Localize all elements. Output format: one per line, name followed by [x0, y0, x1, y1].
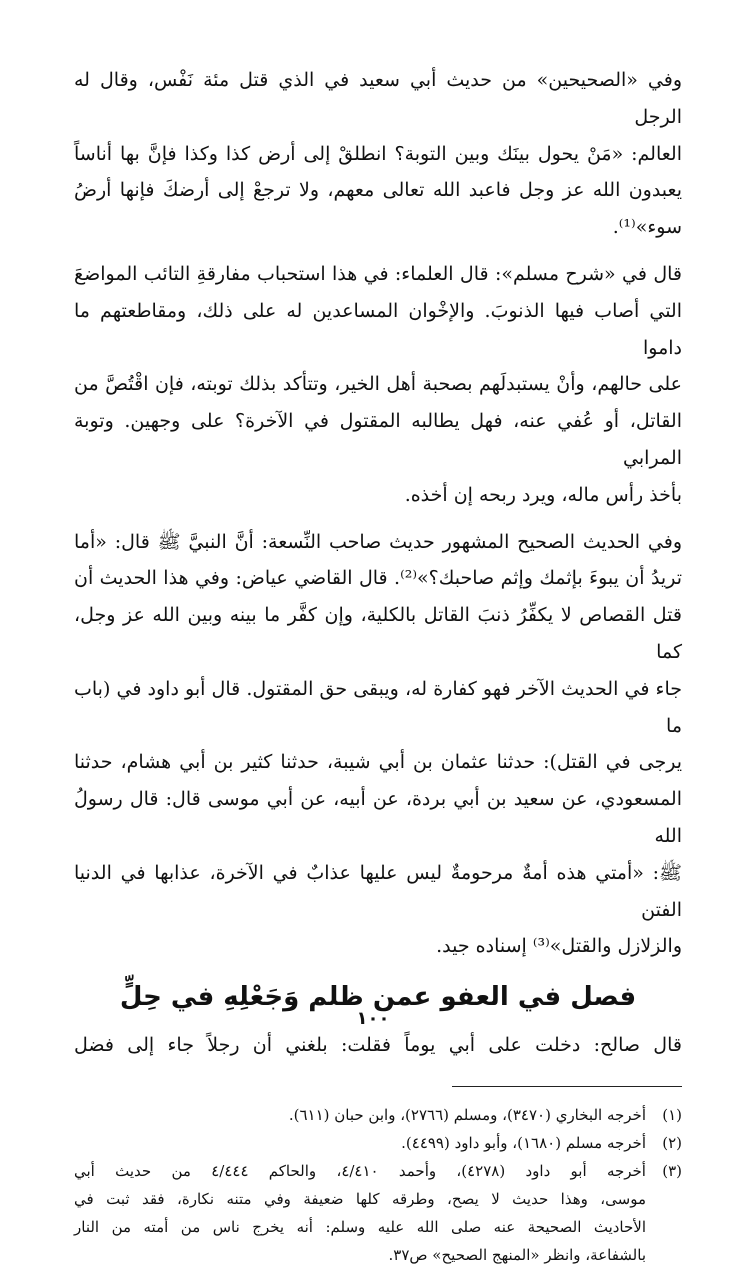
footnote [74, 1129, 682, 1157]
text-line: قال صالح: دخلت على أبي يوماً فقلت: بلغني أن رجلاً جاء إلى فضل [74, 1034, 682, 1057]
text-line: جاء في الحديث الآخر فهو كفارة له، ويبقى حق المقتول. قال أبو داود في (باب ما [74, 677, 682, 737]
footnote-number: (١) [662, 1105, 682, 1124]
footnote [74, 1101, 682, 1129]
paragraph-salih [74, 1027, 682, 1064]
footnote [74, 1157, 682, 1269]
text-line: على حالهم، وأنْ يستبدلَهم بصحبة أهل الخير، وتتأكد بذلك توبته، فإن اقْتُصَّ من [74, 373, 682, 396]
footnote-text [74, 1157, 646, 1269]
text-line: أخرجه البخاري (٣٤٧٠)، ومسلم (٢٧٦٦)، وابن حبان (٦١١). [288, 1105, 646, 1124]
footnote-text [74, 1129, 646, 1157]
text-line: يرجى في القتل): حدثنا عثمان بن أبي شيبة، حدثنا كثير بن أبي هشام، حدثنا [74, 751, 682, 774]
footnote-divider [452, 1086, 682, 1087]
paragraph-sahihain [74, 62, 682, 246]
text-line: بالشفاعة، وانظر «المنهج الصحيح» ص٣٧. [388, 1245, 646, 1264]
page-number: ١٠٠ [356, 1008, 390, 1029]
paragraph-sharh-muslim [74, 256, 682, 514]
text-line: بأخذ رأس ماله، ويرد ربحه إن أخذه. [404, 483, 682, 506]
text-line: وفي «الصحيحين» من حديث أبي سعيد في الذي قتل مئة نَفْس، وقال له الرجل [74, 69, 682, 128]
text-line: تريدُ أن يبوءَ بإثمك وإثم صاحبك؟»⁽²⁾. قال القاضي عياض: وفي هذا الحديث أن [74, 567, 682, 590]
text-line: أخرجه مسلم (١٦٨٠)، وأبو داود (٤٤٩٩). [401, 1133, 646, 1152]
text-line: ﷺ: «أمتي هذه أمةٌ مرحومةٌ ليس عليها عذابٌ في الآخرة، عذابها في الدنيا الفتن [74, 861, 682, 921]
text-line: سوء»⁽¹⁾. [612, 216, 682, 239]
paragraph-nisah-hadith [74, 524, 682, 966]
text-line: المسعودي، عن سعيد بن أبي بردة، عن أبيه، عن أبي موسى قال: قال رسولُ الله [74, 788, 682, 847]
footnote-number: (٣) [662, 1161, 682, 1180]
text-line: قتل القصاص لا يكفِّرُ ذنبَ القاتل بالكلية، وإن كفَّر ما بينه وبين الله عز وجل، كما [74, 604, 682, 663]
text-line: والزلازل والقتل»⁽³⁾ إسناده جيد. [436, 935, 682, 958]
footnote-number: (٢) [662, 1133, 682, 1152]
text-line: وفي الحديث الصحيح المشهور حديث صاحب النِّسعة: أنَّ النبيَّ ﷺ قال: «أما [74, 530, 682, 553]
footnote-text [74, 1101, 646, 1129]
text-line: قال في «شرح مسلم»: قال العلماء: في هذا استحباب مفارقةِ التائب المواضعَ [74, 262, 682, 285]
footnotes [74, 1101, 682, 1269]
text-line: يعبدون الله عز وجل فاعبد الله تعالى معهم، ولا ترجعْ إلى أرضكَ فإنها أرضُ [74, 179, 682, 202]
text-line: موسى، وهذا حديث لا يصح، وطرقه كلها ضعيفة وفي متنه نكارة، فقد ثبت في [74, 1189, 646, 1208]
text-line: القاتل، أو عُفي عنه، فهل يطالبه المقتول في الآخرة؟ على وجهين. وتوبة المرابي [74, 410, 682, 469]
section-heading: فصل في العفو عمن ظلم وَجَعْلِهِ في حِلٍّ [119, 982, 637, 1013]
text-line: أخرجه أبو داود (٤٢٧٨)، وأحمد ٤/٤١٠، والحاكم ٤/٤٤٤ من حديث أبي [74, 1161, 646, 1180]
text-line: الأحاديث الصحيحة عنه صلى الله عليه وسلم: أنه يخرج ناس من أمته من النار [74, 1217, 646, 1236]
text-line: التي أصاب فيها الذنوبَ. والإخْوان المساعدين له على ذلك، ومقاطعتهم ما داموا [74, 299, 682, 359]
text-line: العالم: «مَنْ يحول بينَك وبين التوبة؟ انطلقْ إلى أرض كذا وكذا فإنَّ بها أناساً [74, 142, 682, 165]
